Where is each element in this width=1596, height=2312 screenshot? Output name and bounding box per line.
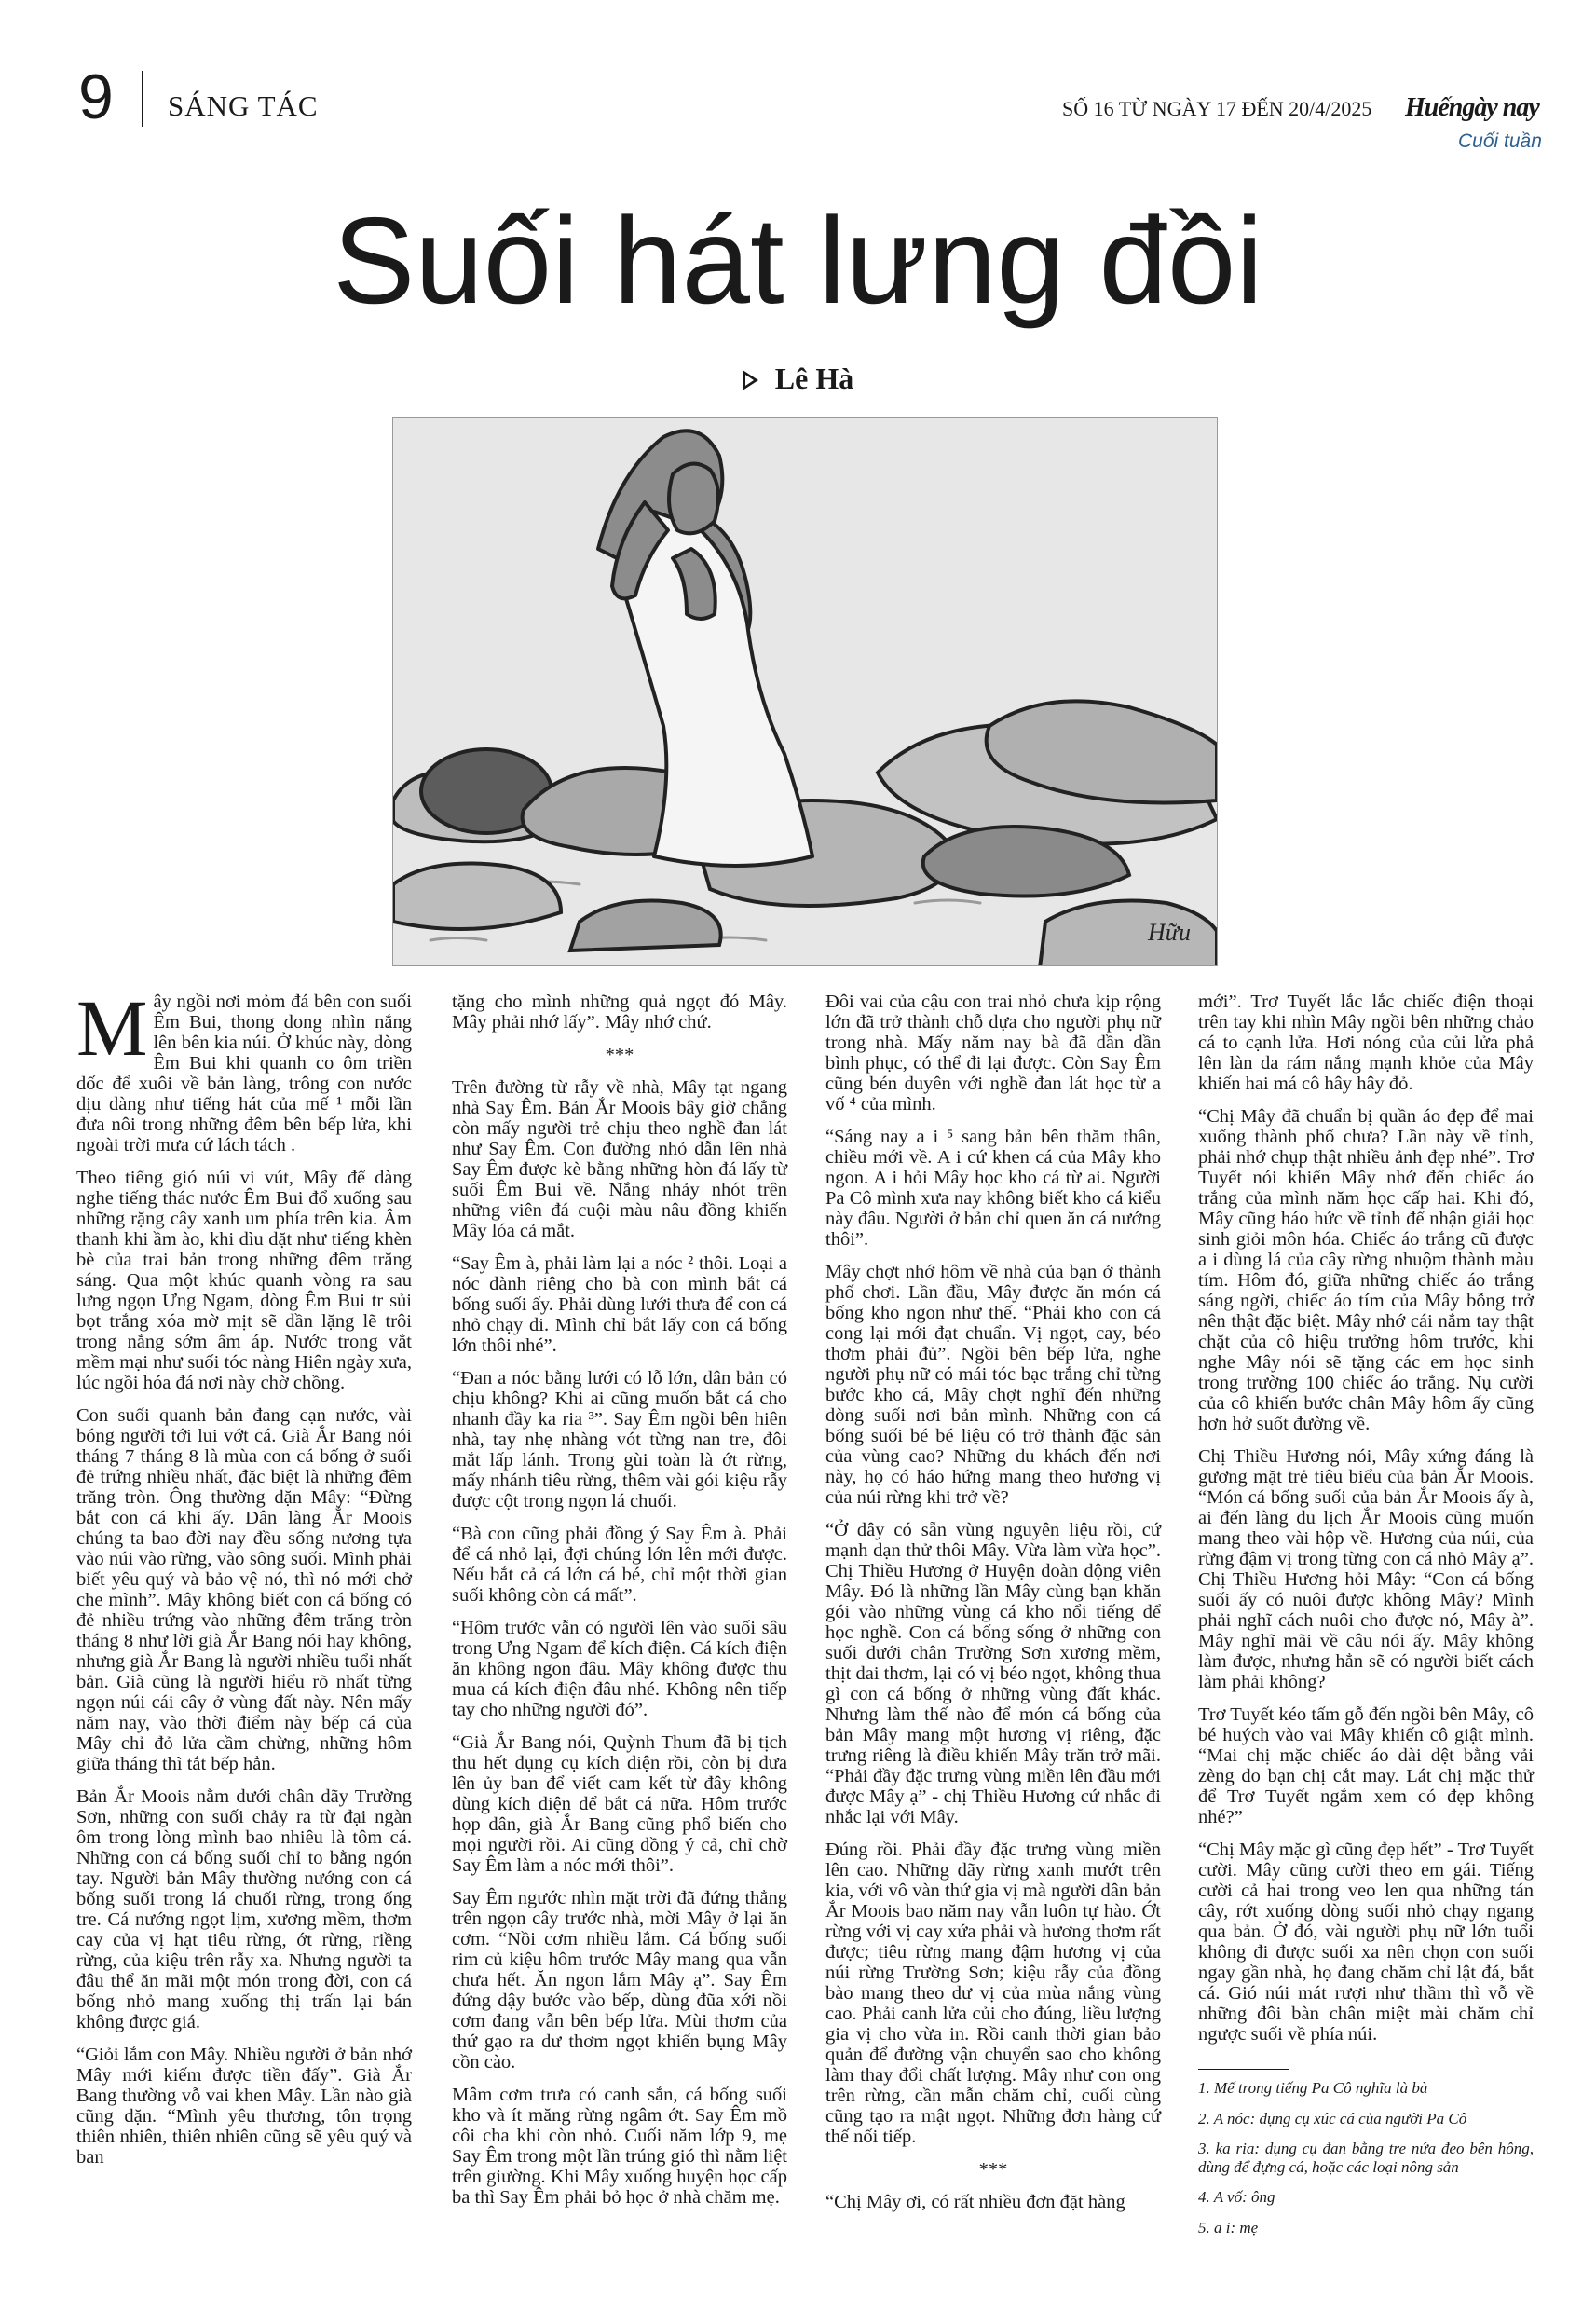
paragraph: tặng cho mình những quả ngọt đó Mây. Mây phải nhớ lấy”. Mây nhớ chứ.: [452, 992, 787, 1033]
footnote-divider: [1198, 2069, 1289, 2070]
paragraph: “Say Êm à, phải làm lại a nóc ² thôi. Loại a nóc dành riêng cho bà con mình bắt cá bống suối ấy. Phải dùng lưới thưa để con cá nhỏ chạy đi. Mình chỉ bắt lấy con cá bống lớn thôi nhé”.: [452, 1253, 787, 1356]
paragraph: “Chị Mây đã chuẩn bị quần áo đẹp để mai xuống thành phố chưa? Lần này về tỉnh, phải nhớ chụp thật nhiều ảnh đẹp nhé”. Trơ Tuyết nói khiến Mây nhớ đến chiếc áo trắng của mình năm học cấp hai. Khi đó, Mây cũng háo hức về tỉnh để nhận giải học sinh giỏi môn hóa. Chiếc áo trắng cũ được a i dùng lá của cây rừng nhuộm thành màu tím. Hôm đó, giữa những chiếc áo trắng sáng ngời, chiếc áo tím của Mây bỗng trở nên thật đặc biệt. Mây nhớ cái nắm tay thật chặt của cô hiệu trưởng hôm trước, khi nghe Mây nói sẽ tặng các em học sinh trong trường 100 chiếc áo trắng. Nụ cười của cô khiến bước chân Mây hôm ấy cũng hơn hở suốt đường về.: [1198, 1106, 1534, 1434]
footnote: 5. a i: mẹ: [1198, 2218, 1259, 2237]
paragraph: “Chị Mây mặc gì cũng đẹp hết” - Trơ Tuyết cười. Mây cũng cười theo em gái. Tiếng cười cả hai trong veo len qua những tán cây, rớt xuống dòng suối nhỏ chạy ngang qua bản. Ở đó, vài người phụ nữ lớn tuổi không đi được suối xa nên chọn con suối ngay gần nhà, họ đang chăm chỉ lật đá, bắt cá. Gió núi mát rượi như thầm thì vỗ về những đôi bàn chân miệt mài chăm chỉ ngược suối về phía núi.: [1198, 1840, 1534, 2045]
paragraph: “Chị Mây ơi, có rất nhiều đơn đặt hàng: [825, 2192, 1125, 2212]
footnote: 3. ka ria: dụng cụ đan bằng tre nứa đeo bên hông, dùng để đựng cá, hoặc các loại nông sản: [1198, 2140, 1534, 2176]
paragraph: Trơ Tuyết kéo tấm gỗ đến ngồi bên Mây, cô bé huých vào vai Mây khiến cô giật mình. “Mai chị mặc chiếc áo dài dệt bằng vải zèng do bạn chị cắt may. Lát chị mặc thử để Trơ Tuyết ngắm xem có đẹp không nhé?”: [1198, 1704, 1534, 1827]
paragraph: “Đan a nóc bằng lưới có lỗ lớn, dân bản có chịu không? Khi ai cũng muốn bắt cá cho nhanh đầy ka ria ³”. Say Êm ngồi bên hiên nhà, tay nhẹ nhàng vót từng nan tre, đôi mắt lấp lánh. Trong gùi toàn là ớt rừng, mấy nhánh tiêu rừng, thêm vài gói kiệu rẫy được cột trong ngọn lá chuối.: [452, 1368, 787, 1512]
drop-cap: M: [76, 983, 148, 1073]
paragraph: Say Êm ngước nhìn mặt trời đã đứng thẳng trên ngọn cây trước nhà, mời Mây ở lại ăn cơm. “Nồi cơm nhiều lắm. Cá bống suối rim củ kiệu hôm trước Mây mang qua vẫn chưa hết. Ăn ngon lắm Mây ạ”. Say Êm đứng dậy bước vào bếp, dùng đũa xới nồi cơm đang vẫn bên bếp lửa. Mùi thơm của thứ gạo ra dư thơm ngọt khiến bụng Mây cồn cào.: [452, 1888, 787, 2073]
paragraph: Trên đường từ rẫy về nhà, Mây tạt ngang nhà Say Êm. Bản Ắr Moois bây giờ chẳng còn mấy người trẻ chịu theo nghề đan lát như Say Êm. Con đường nhỏ dẫn lên nhà Say Êm được kè bằng những hòn đá lấy từ suối Êm Bui về. Nắng nhảy nhót trên những viên đá cuội màu nâu đồng khiến Mây lóa cả mắt.: [452, 1077, 787, 1241]
section-break: ***: [978, 2159, 1008, 2180]
paragraph: Đôi vai của cậu con trai nhỏ chưa kịp rộng lớn đã trở thành chỗ dựa cho người phụ nữ trong nhà. Mấy năm nay bà đã dần dần bình phục, có thể đi lại được. Còn Say Êm cũng bén duyên với nghề đan lát học từ a vố ⁴ của mình.: [825, 992, 1161, 1115]
brand-logo: Huếngày nay: [1405, 93, 1539, 122]
paragraph: “Già Ắr Bang nói, Quỳnh Thum đã bị tịch thu hết dụng cụ kích điện rồi, còn bị đưa lên ủy ban để viết cam kết từ đây không dùng kích điện để bắt cá nữa. Hôm trước họp dân, già Ắr Bang cũng phổ biến cho mọi người rồi. Ai cũng đồng ý cả, chỉ chờ Say Êm làm a nóc mới thôi”.: [452, 1732, 787, 1876]
byline: [0, 362, 1596, 396]
paragraph: Đúng rồi. Phải đầy đặc trưng vùng miền lên cao. Những dãy rừng xanh mướt trên kia, với vô vàn thứ gia vị mà người dân bản Ắr Moois bao năm nay vẫn luôn tự hào. Ớt rừng với vị cay xứa phải và hương thơm rất được; tiêu rừng mang đậm hương vị của núi rừng Trường Sơn; kiệu rẫy của đồng bào mang theo dư vị của mùa nắng vùng cao. Phải canh lửa củi cho đúng, liều lượng gia vị cho vừa in. Rồi canh thời gian bảo quản để đường vận chuyển sao cho không làm thay đổi chất lượng. Mây như con ong trên rừng, cần mẫn chăm chỉ, cuối cùng cũng tạo ra mật ngọt. Những đơn hàng cứ thế nối tiếp.: [825, 1840, 1161, 2147]
article-column-4: [1198, 992, 1534, 2249]
paragraph: “Bà con cũng phải đồng ý Say Êm à. Phải để cá nhỏ lại, đợi chúng lớn lên mới được. Nếu bắt cả cá lớn cá bé, chỉ một thời gian suối không còn cá mất”.: [452, 1524, 787, 1606]
paragraph: Mây ngồi nơi mỏm đá bên con suối Êm Bui, thong dong nhìn nắng lên bên kia núi. Ở khúc này, dòng Êm Bui khi quanh co ôm triền dốc để xuôi về bản làng, trông con nước dịu dàng như tiếng hát của mế ¹ mỗi lần đưa nôi trong những đêm bên bếp lửa, khi ngoài trời mưa cứ lách tách .: [76, 983, 412, 1156]
header-divider: [142, 71, 143, 127]
article-column-2: [452, 992, 787, 2220]
paragraph: “Hôm trước vẫn có người lên vào suối sâu trong Ưng Ngam để kích điện. Cá kích điện ăn không ngon đâu. Mây không được thu mua cá kích điện đâu nhé. Không nên tiếp tay cho những người đó”.: [452, 1618, 787, 1720]
page-number: 9: [78, 62, 114, 132]
paragraph: “Giỏi lắm con Mây. Nhiều người ở bản nhớ Mây mới kiếm được tiền đấy”. Già Ắr Bang thường vỗ vai khen Mây. Lần nào già cũng dặn. “Mình yêu thương, tôn trọng thiên nhiên, thiên nhiên cũng sẽ yêu quý và ban: [76, 2045, 412, 2168]
paragraph: Chị Thiều Hương nói, Mây xứng đáng là gương mặt trẻ tiêu biểu của bản Ắr Moois. “Món cá bống suối của bản Ắr Moois ấy à, ai đến làng du lịch Ắr Moois cũng muốn mang theo vài hộp về. Hương của núi, của rừng đậm vị trong từng con cá nhỏ Mây ạ”. Chị Thiều Hương hỏi Mây: “Con cá bống suối ấy có nuôi được không Mây? Mình phải nghĩ cách nuôi cho được nó, Mây à”. Mây nghĩ mãi về câu nói ấy. Mây không làm được, nhưng hẳn sẽ có người biết cách làm phải không?: [1198, 1446, 1534, 1692]
author-name: Lê Hà: [774, 362, 854, 395]
paragraph: Mâm cơm trưa có canh sắn, cá bống suối kho và ít măng rừng ngâm ớt. Say Êm mồ côi cha khi còn nhỏ. Cuối năm lớp 9, mẹ Say Êm trong một lần trúng gió thì nằm liệt trên giường. Khi Mây xuống huyện học cấp ba thì Say Êm phải bỏ học ở nhà chăm mẹ.: [452, 2085, 787, 2208]
illustration-signature: Hữu: [1148, 919, 1191, 946]
paragraph: Bản Ắr Moois nằm dưới chân dãy Trường Sơn, những con suối chảy ra từ đại ngàn ôm trong lòng mình bao nhiêu là tôm cá. Những con cá bống suối chỉ to bằng ngón tay. Người bản Mây thường nướng con cá bống suối trong lá chuối rừng, trong ống tre. Cá nướng ngọt lịm, xương mềm, thơm cay của vị hạt tiêu rừng, ớt rừng, riềng rừng, của kiệu trên rẫy xa. Nhưng người ta đâu thể ăn mãi một món trong đời, con cá bống nhỏ mang xuống thị trấn lại bán không được giá.: [76, 1786, 412, 2032]
issue-info: SỐ 16 TỪ NGÀY 17 ĐẾN 20/4/2025: [1062, 97, 1372, 120]
footnote: 2. A nóc: dụng cụ xúc cá của người Pa Cô: [1198, 2109, 1467, 2127]
footnote: 4. A vố: ông: [1198, 2188, 1275, 2206]
illustration: [392, 417, 1218, 966]
footnote: 1. Mế trong tiếng Pa Cô nghĩa là bà: [1198, 2079, 1428, 2097]
brand-subtitle: Cuối tuần: [1458, 130, 1542, 152]
paragraph: Mây chợt nhớ hôm về nhà của bạn ở thành phố chơi. Lần đầu, Mây được ăn món cá bống kho ngon như thế. “Phải kho con cá cong lại mới đạt chuẩn. Vị ngọt, cay, béo thơm phải đủ”. Ngồi bên bếp lửa, nghe người phụ nữ có mái tóc bạc trắng chỉ từng bước kho cá, Mây chợt nghĩ đến những dòng suối nơi bản mình. Những con cá bống suối bé bé liệu có trở thành đặc sản của vùng cao? Những du khách đến nơi này, họ có háo hứng mang theo hương vị của núi rừng khi trở về?: [825, 1262, 1161, 1508]
article-column-3: [825, 992, 1161, 2224]
section-name: SÁNG TÁC: [168, 89, 319, 122]
paragraph: “Ở đây có sẵn vùng nguyên liệu rồi, cứ mạnh dạn thử thôi Mây. Vừa làm vừa học”. Chị Thiều Hương ở Huyện đoàn động viên Mây. Đó là những lần Mây cùng bạn khăn gói vào những vùng cá kho nổi tiếng để học nghề. Con cá bống sống ở những con suối dưới chân Trường Sơn xương mềm, thịt dai thơm, lại có vị béo ngọt, không thua gì con cá bống ở những vùng đất khác. Nhưng làm thế nào để món cá bống của bản Mây mang một hương vị riêng, đặc trưng riêng là điều khiến Mây trăn trở mãi. “Phải đầy đặc trưng vùng miền lên đầu mới được Mây ạ” - chị Thiều Hương cứ nhắc đi nhắc lại với Mây.: [825, 1520, 1161, 1827]
paragraph: “Sáng nay a i ⁵ sang bản bên thăm thân, chiều mới về. A i cứ khen cá của Mây kho ngon. A i hỏi Mây học kho cá từ ai. Người Pa Cô mình xưa nay không biết kho cá kiểu này đâu. Người ở bản chỉ quen ăn cá nướng thôi”.: [825, 1127, 1161, 1250]
play-triangle-icon: [743, 370, 758, 390]
paragraph: mới”. Trơ Tuyết lắc lắc chiếc điện thoại trên tay khi nhìn Mây ngồi bên những chảo cá to cạnh lửa. Hơi nóng của củi lửa phả lên làn da rám nắng mạnh khỏe của Mây khiến hai má cô hây hây đỏ.: [1198, 992, 1534, 1094]
article-column-1: [76, 983, 412, 2180]
section-break: ***: [605, 1045, 634, 1065]
illustration-drawing: [393, 418, 1217, 965]
paragraph: Theo tiếng gió núi vi vút, Mây để dàng nghe tiếng thác nước Êm Bui đổ xuống sau những rặng cây xanh um phía trên kia. Âm thanh khi ầm ào, khi dìu dặt như tiếng khèn bè của trai bản trong những đêm trăng sáng. Qua một khúc quanh vòng ra sau lưng ngọn Ưng Ngam, dòng Êm Bui tr sủi bọt trắng xóa mờ mịt sẽ dần lặng lẽ trôi trong nắng sớm ấm áp. Nước trong vắt mềm mại như suối tóc nàng Hiên ngày xưa, lúc ngồi hóa đá nơi này chờ chồng.: [76, 1168, 412, 1393]
paragraph: Con suối quanh bản đang cạn nước, vài bóng người tới lui vớt cá. Già Ắr Bang nói tháng 7 tháng 8 là mùa con cá bống ở suối đẻ trứng nhiều nhất, đặc biệt là những đêm trăng tròn. Ông thường dặn Mây: “Đừng bắt con cá khi ấy. Dân làng Ắr Moois chúng ta bao đời nay đều sống nương tựa vào núi vào rừng, vào sông suối. Mình phải biết yêu quý và bảo vệ nó, thì nó mới chở che mình”. Mây không biết con cá bống có đẻ nhiều trứng vào những đêm trăng tròn tháng 8 như lời già Ắr Bang nói hay không, nhưng già Ắr Bang là người nhiều tuổi nhất bản. Già cũng là người hiểu rõ nhất từng ngọn núi cái cây ở vùng đất này. Nên mấy năm nay, vào thời điểm này bếp cá của Mây chỉ đỏ lửa cầm chừng, những hôm giữa tháng thì tắt bếp hẳn.: [76, 1405, 412, 1774]
article-title: Suối hát lưng đồi: [333, 192, 1263, 329]
